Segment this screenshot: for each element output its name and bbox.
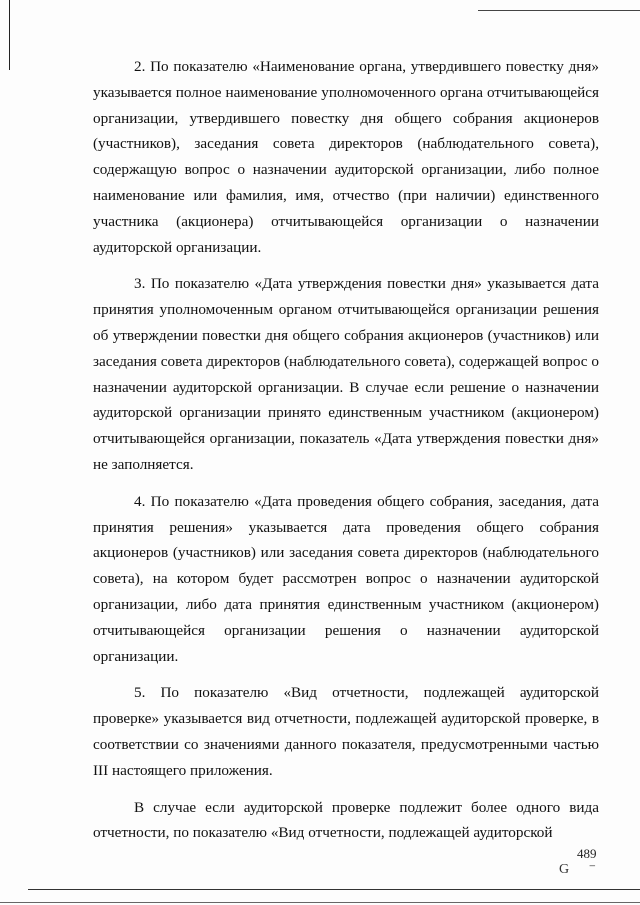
margin-marks: G ⁻ — [559, 862, 604, 877]
scan-left-edge-mark — [9, 0, 10, 70]
paragraph-4: 4. По показателю «Дата проведения общего собрания, заседания, дата принятия решения» указывается дата проведения общего собрания акционеров (участников) или заседания совета директоров (наблюдательного совета), на котором будет рассмотрен вопрос о назначении аудиторской организации, либо дата принятия единственным участником (акционером) отчитывающейся организации решения о назначении аудиторской организации. — [93, 492, 599, 665]
scan-bottom-edge — [0, 902, 640, 903]
scan-bottom-rule — [28, 889, 640, 890]
scan-top-rule — [478, 10, 640, 11]
paragraph-continuation: В случае если аудиторской проверке подлежит более одного вида отчетности, по показателю «Вид отчетности, подлежащей аудиторской — [93, 798, 599, 842]
paragraph-2: 2. По показателю «Наименование органа, утвердившего повестку дня» указывается полное наименование уполномоченного органа отчитывающейся организации, утвердившего повестку дня общего собрания акционеров (участников), заседания совета директоров (наблюдательного совета), содержащую вопрос о назначении аудиторской организации, либо полное наименование или фамилия, имя, отчество (при наличии) единственного участника (акционера) отчитывающейся организации о назначении аудиторской организации. — [93, 58, 599, 256]
paragraph-3: 3. По показателю «Дата утверждения повестки дня» указывается дата принятия уполномоченным органом отчитывающейся организации решения об утверждении повестки дня общего собрания акционеров (участников) или заседания совета директоров (наблюдательного совета), содержащей вопрос о назначении аудиторской организации. В случае если решение о назначении аудиторской организации принято единственным участником (акционером) отчитывающейся организации, показатель «Дата утверждения повестки дня» не заполняется. — [93, 275, 599, 473]
document-body — [93, 54, 599, 857]
paragraph-5: 5. По показателю «Вид отчетности, подлежащей аудиторской проверке» указывается вид отчетности, подлежащей аудиторской проверке, в соответствии со значениями данного показателя, предусмотренными частью III настоящего приложения. — [93, 684, 599, 779]
page-number: 489 — [577, 846, 597, 861]
